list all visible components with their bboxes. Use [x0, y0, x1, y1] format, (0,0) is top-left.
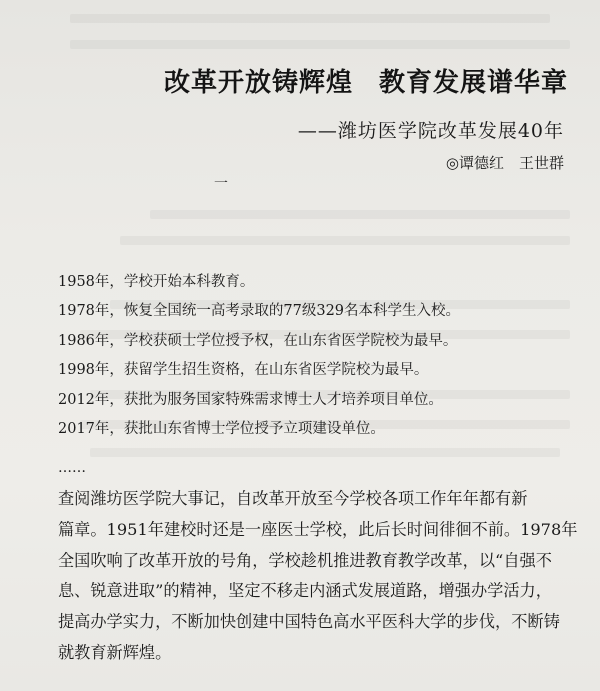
- article-subtitle: ——潍坊医学院改革发展40年: [297, 120, 564, 142]
- paragraph-line: 息、锐意进取”的精神，坚定不移走内涵式发展道路，增强办学活力，: [58, 581, 552, 601]
- title-part-2: 教育发展谱华章: [378, 68, 568, 98]
- article-title: [164, 62, 568, 99]
- paragraph-line: 就教育新辉煌。: [58, 642, 172, 662]
- ellipsis: ……: [58, 460, 86, 476]
- paragraph-line: 篇章。1951年建校时还是一座医士学校，此后长时间徘徊不前。1978年: [58, 519, 578, 539]
- timeline-item: 2017年，获批山东省博士学位授予立项建设单位。: [58, 421, 385, 438]
- author-line: ◎谭德红 王世群: [445, 154, 564, 172]
- timeline-item: 1986年，学校获硕士学位授予权，在山东省医学院校为最早。: [58, 332, 458, 349]
- timeline-item: 1978年，恢复全国统一高考录取的77级329名本科学生入校。: [58, 303, 461, 320]
- timeline-item: 2012年，获批为服务国家特殊需求博士人才培养项目单位。: [58, 391, 443, 408]
- body-paragraph: [58, 484, 578, 669]
- timeline-list: [58, 268, 460, 444]
- paragraph-line: 查阅潍坊医学院大事记，自改革开放至今学校各项工作年年都有新: [58, 489, 528, 508]
- timeline-item: 1998年，获留学生招生资格，在山东省医学院校为最早。: [58, 362, 429, 379]
- section-mark: 一: [214, 176, 228, 192]
- paragraph-line: 全国吹响了改革开放的号角，学校趁机推进教育教学改革，以“自强不: [58, 550, 552, 570]
- title-part-1: 改革开放铸辉煌: [163, 68, 353, 98]
- timeline-item: 1958年，学校开始本科教育。: [58, 274, 255, 290]
- paragraph-line: 提高办学实力，不断加快创建中国特色高水平医科大学的步伐，不断铸: [58, 612, 560, 632]
